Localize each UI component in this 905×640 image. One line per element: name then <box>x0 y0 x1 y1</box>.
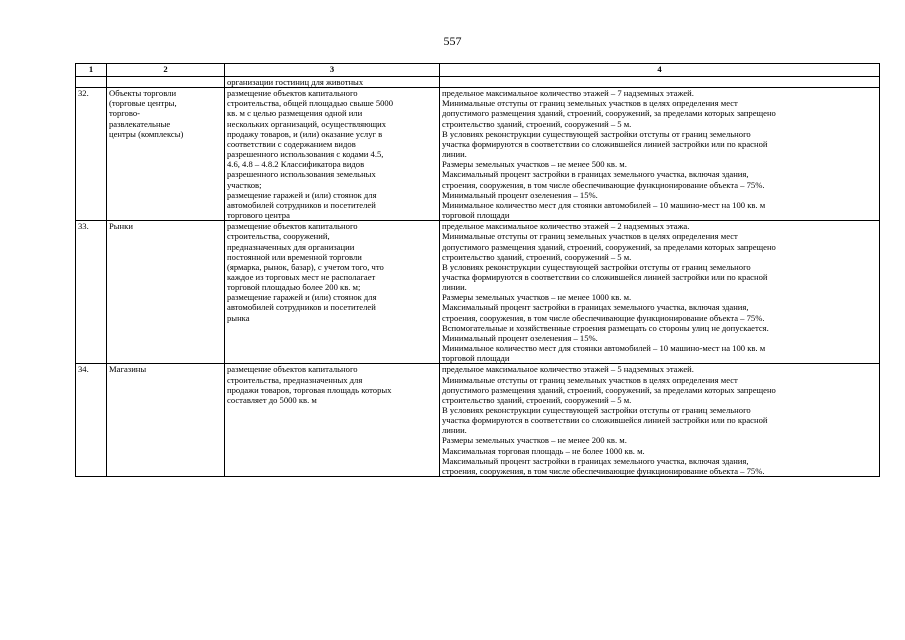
header-col-1: 1 <box>76 64 107 77</box>
permitted-use-line: разрешенного использования с кодами 4.5, <box>227 149 384 160</box>
row-number: 34. <box>76 364 107 477</box>
object-name-line: развлекательные <box>109 118 171 129</box>
permitted-use-line: строительства, сооружений, <box>227 231 330 242</box>
object-name-line: Рынки <box>109 221 133 232</box>
table-row <box>76 221 880 364</box>
row-number: 33. <box>76 221 107 364</box>
permitted-use-line: строительства, предназначенных для <box>227 374 363 385</box>
parameters-line: строения, сооружения, в том числе обеспечивающие функционирование объекта – 75%. <box>442 465 765 476</box>
parameters-line: В условиях реконструкции существующей застройки отступы от границ земельного <box>442 405 751 415</box>
permitted-use-line: составляет до 5000 кв. м <box>227 394 317 405</box>
permitted-use-line: торгового центра <box>227 210 290 221</box>
continuation-row <box>76 77 880 88</box>
parameters-line: Максимальная торговая площадь – не более 1000 кв. м. <box>442 445 645 456</box>
object-name-line: Объекты торговли <box>109 88 177 99</box>
parameters-line: Размеры земельных участков – не менее 200 кв. м. <box>442 435 627 446</box>
permitted-use-line: размещение объектов капитального <box>227 88 358 99</box>
header-col-4: 4 <box>440 64 880 77</box>
permitted-use-line: продажи товаров, торговая площадь которых <box>227 384 392 395</box>
parameters-line: В условиях реконструкции существующей застройки отступы от границ земельного <box>442 128 751 139</box>
permitted-use <box>225 364 440 477</box>
object-name <box>107 77 225 88</box>
parameters-line: предельное максимальное количество этажей – 5 надземных этажей. <box>442 364 694 375</box>
permitted-use-line: размещение объектов капитального <box>227 221 358 232</box>
parameters-line: В условиях реконструкции существующей застройки отступы от границ земельного <box>442 261 751 272</box>
parameters-line: Минимальные отступы от границ земельных участков в целях определения мест <box>442 231 738 242</box>
parameters-line: Максимальный процент застройки в границах земельного участка, включая здания, <box>442 455 749 466</box>
row-number <box>76 77 107 88</box>
parameters-line: участка формируются в соответствии со сложившейся линией застройки или по красной <box>442 271 768 282</box>
header-col-3: 3 <box>225 64 440 77</box>
permitted-use-line: автомобилей сотрудников и посетителей <box>227 199 376 210</box>
parameters-line: допустимого размещения зданий, строений, сооружений, за пределами которых запрещено <box>442 384 776 395</box>
permitted-use-line: предназначенных для организации <box>227 241 355 252</box>
permitted-use-line: размещение гаражей и (или) стоянок для <box>227 292 377 303</box>
parameters-line: Минимальные отступы от границ земельных участков в целях определения мест <box>442 374 738 385</box>
object-name-line: Магазины <box>109 364 147 375</box>
permitted-use-line: рынка <box>227 312 250 323</box>
parameters-line: участка формируются в соответствии со сложившейся линией застройки или по красной <box>442 415 768 426</box>
permitted-use-line: нескольких организаций, осуществляющих <box>227 118 387 129</box>
parameters-line: Максимальный процент застройки в границах земельного участка, включая здания, <box>442 302 749 313</box>
regulations-table <box>75 63 880 477</box>
permitted-use <box>225 221 440 364</box>
parameters-line: Минимальное количество мест для стоянки автомобилей – 10 машино-мест на 100 кв. м <box>442 343 766 354</box>
parameters-line: линии. <box>442 425 467 436</box>
parameters-line: предельное максимальное количество этажей – 7 надземных этажей. <box>442 88 694 99</box>
permitted-use-line: соответствии с содержанием видов <box>227 138 356 149</box>
parameters-line: Размеры земельных участков – не менее 1000 кв. м. <box>442 292 632 303</box>
permitted-use-line: автомобилей сотрудников и посетителей <box>227 302 376 313</box>
parameters-line: Минимальные отступы от границ земельных участков в целях определения мест <box>442 98 738 109</box>
page-number: 557 <box>443 34 462 48</box>
permitted-use-line: размещение объектов капитального <box>227 364 358 375</box>
permitted-use-line: продажу товаров, и (или) оказание услуг в <box>227 128 383 139</box>
parameters-line: строения, сооружения, в том числе обеспечивающие функционирование объекта – 75%. <box>442 179 765 190</box>
parameters-line: участка формируются в соответствии со сложившейся линией застройки или по красной <box>442 138 768 149</box>
permitted-use-line: участков; <box>227 179 262 190</box>
permitted-use-line: размещение гаражей и (или) стоянок для <box>227 189 377 200</box>
parameters-line: допустимого размещения зданий, строений, сооружений, за пределами которых запрещено <box>442 241 776 252</box>
parameters-line: Максимальный процент застройки в границах земельного участка, включая здания, <box>442 169 749 180</box>
parameters-line: Минимальный процент озеленения – 15%. <box>442 332 598 343</box>
object-name-line: центры (комплексы) <box>109 128 184 139</box>
parameters-line: Размеры земельных участков – не менее 500 кв. м. <box>442 159 627 170</box>
parameters-line: торговой площади <box>442 353 510 364</box>
parameters <box>440 77 880 88</box>
parameters <box>440 88 880 221</box>
parameters-line: линии. <box>442 149 467 160</box>
table-body <box>76 64 880 477</box>
permitted-use-line: постоянной или временной торговли <box>227 251 362 262</box>
permitted-use-line: строительства, общей площадью свыше 5000 <box>227 98 394 109</box>
header-col-2: 2 <box>107 64 225 77</box>
header-row <box>76 64 880 77</box>
object-name-line: торгово- <box>109 108 141 119</box>
object-name <box>107 364 225 477</box>
row-number: 32. <box>76 88 107 221</box>
permitted-use <box>225 88 440 221</box>
permitted-use-line: разрешенного использования земельных <box>227 169 376 180</box>
permitted-use-line: торговой площадью более 200 кв. м; <box>227 282 361 293</box>
permitted-use-line: каждое из торговых мест не располагает <box>227 271 376 282</box>
parameters-line: предельное максимальное количество этажей – 2 надземных этажа. <box>442 221 690 232</box>
parameters-line: Минимальное количество мест для стоянки автомобилей – 10 машино-мест на 100 кв. м <box>442 199 766 210</box>
object-name <box>107 221 225 364</box>
object-name <box>107 88 225 221</box>
parameters-line: Вспомогательные и хозяйственные строения размещать со стороны улиц не допускается. <box>442 322 769 333</box>
parameters-line: строительство зданий, строений, сооружений – 5 м. <box>442 251 632 262</box>
permitted-use-line: (ярмарка, рынок, базар), с учетом того, что <box>227 261 384 272</box>
parameters-line: торговой площади <box>442 210 510 221</box>
object-name-line: (торговые центры, <box>109 98 177 109</box>
parameters-line: строительство зданий, строений, сооружений – 5 м. <box>442 118 632 129</box>
table-row <box>76 364 880 477</box>
table-row <box>76 88 880 221</box>
parameters <box>440 221 880 364</box>
permitted-use-line: организации гостиниц для животных <box>227 77 364 87</box>
parameters-line: строения, сооружения, в том числе обеспечивающие функционирование объекта – 75%. <box>442 312 765 323</box>
permitted-use-line: кв. м с целью размещения одной или <box>227 108 363 119</box>
permitted-use-line: 4.6, 4.8 – 4.8.2 Классификатора видов <box>227 159 365 170</box>
parameters-line: допустимого размещения зданий, строений, сооружений, за пределами которых запрещено <box>442 108 776 119</box>
permitted-use <box>225 77 440 88</box>
parameters-line: Минимальный процент озеленения – 15%. <box>442 189 598 200</box>
parameters <box>440 364 880 477</box>
parameters-line: линии. <box>442 282 467 293</box>
parameters-line: строительство зданий, строений, сооружений – 5 м. <box>442 394 632 405</box>
